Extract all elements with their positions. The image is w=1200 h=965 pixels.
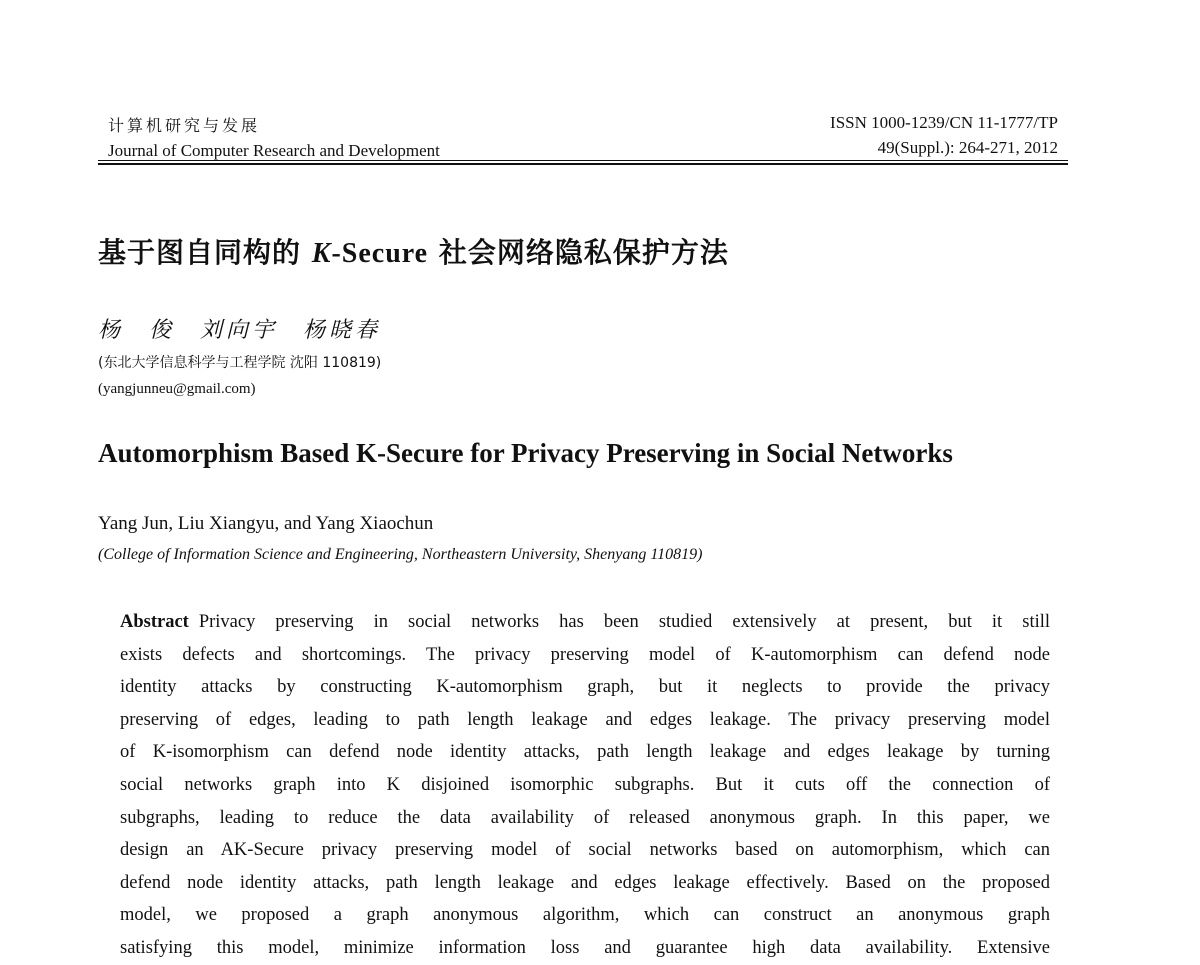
journal-name-cn: 计算机研究与发展	[108, 116, 261, 135]
header-rule-thick	[98, 163, 1068, 165]
abstract-line-text: Privacy preserving in social networks has been studied extensively at present, but it still	[198, 612, 1050, 632]
paper-title-cn	[98, 231, 729, 271]
affiliation-cn: (东北大学信息科学与工程学院 沈阳 110819)	[98, 355, 382, 371]
abstract-label: Abstract	[120, 612, 189, 632]
abstract-line: defend node identity attacks, path length leakage and edges leakage effectively. Based on the proposed	[120, 872, 1050, 893]
abstract-line: social networks graph into K disjoined isomorphic subgraphs. But it cuts off the connection of	[120, 774, 1050, 795]
title-cn-part3: 社会网络隐私保护方法	[428, 236, 729, 269]
abstract-line: model, we proposed a graph anonymous algorithm, which can construct an anonymous graph	[120, 905, 1050, 926]
paper-title-en: Automorphism Based K-Secure for Privacy Preserving in Social Networks	[98, 438, 953, 468]
abstract-line: preserving of edges, leading to path length leakage and edges leakage. The privacy preserving model	[120, 709, 1050, 730]
title-cn-part1: 基于图自同构的	[98, 236, 312, 269]
affiliation-en: (College of Information Science and Engineering, Northeastern University, Shenyang 110819)	[98, 546, 703, 563]
journal-header	[108, 113, 440, 161]
author-email: (yangjunneu@gmail.com)	[98, 381, 256, 397]
abstract-line: exists defects and shortcomings. The privacy preserving model of K-automorphism can defend node	[120, 644, 1050, 665]
abstract-line: satisfying this model, minimize information loss and guarantee high data availability. Extensive	[120, 937, 1050, 958]
journal-meta	[830, 113, 1058, 158]
abstract-line: of K-isomorphism can defend node identity attacks, path length leakage and edges leakage by turning	[120, 742, 1050, 763]
volume-pages: 49(Suppl.): 264-271, 2012	[877, 138, 1058, 157]
authors-en: Yang Jun, Liu Xiangyu, and Yang Xiaochun	[98, 513, 434, 534]
abstract	[120, 606, 1050, 965]
authors-cn: 杨 俊 刘向宇 杨晓春	[98, 318, 381, 343]
abstract-line: design an AK-Secure privacy preserving model of social networks based on automorphism, which can	[120, 840, 1050, 861]
abstract-line: identity attacks by constructing K-automorphism graph, but it neglects to provide the privacy	[120, 677, 1050, 698]
title-cn-secure: -Secure	[331, 238, 429, 269]
header-rule-thin	[98, 160, 1068, 161]
issn: ISSN 1000-1239/CN 11-1777/TP	[830, 113, 1058, 132]
abstract-line	[120, 606, 1050, 639]
abstract-line: subgraphs, leading to reduce the data availability of released anonymous graph. In this paper, we	[120, 807, 1050, 828]
title-cn-k: K	[311, 238, 332, 269]
journal-name-en: Journal of Computer Research and Development	[108, 141, 440, 160]
